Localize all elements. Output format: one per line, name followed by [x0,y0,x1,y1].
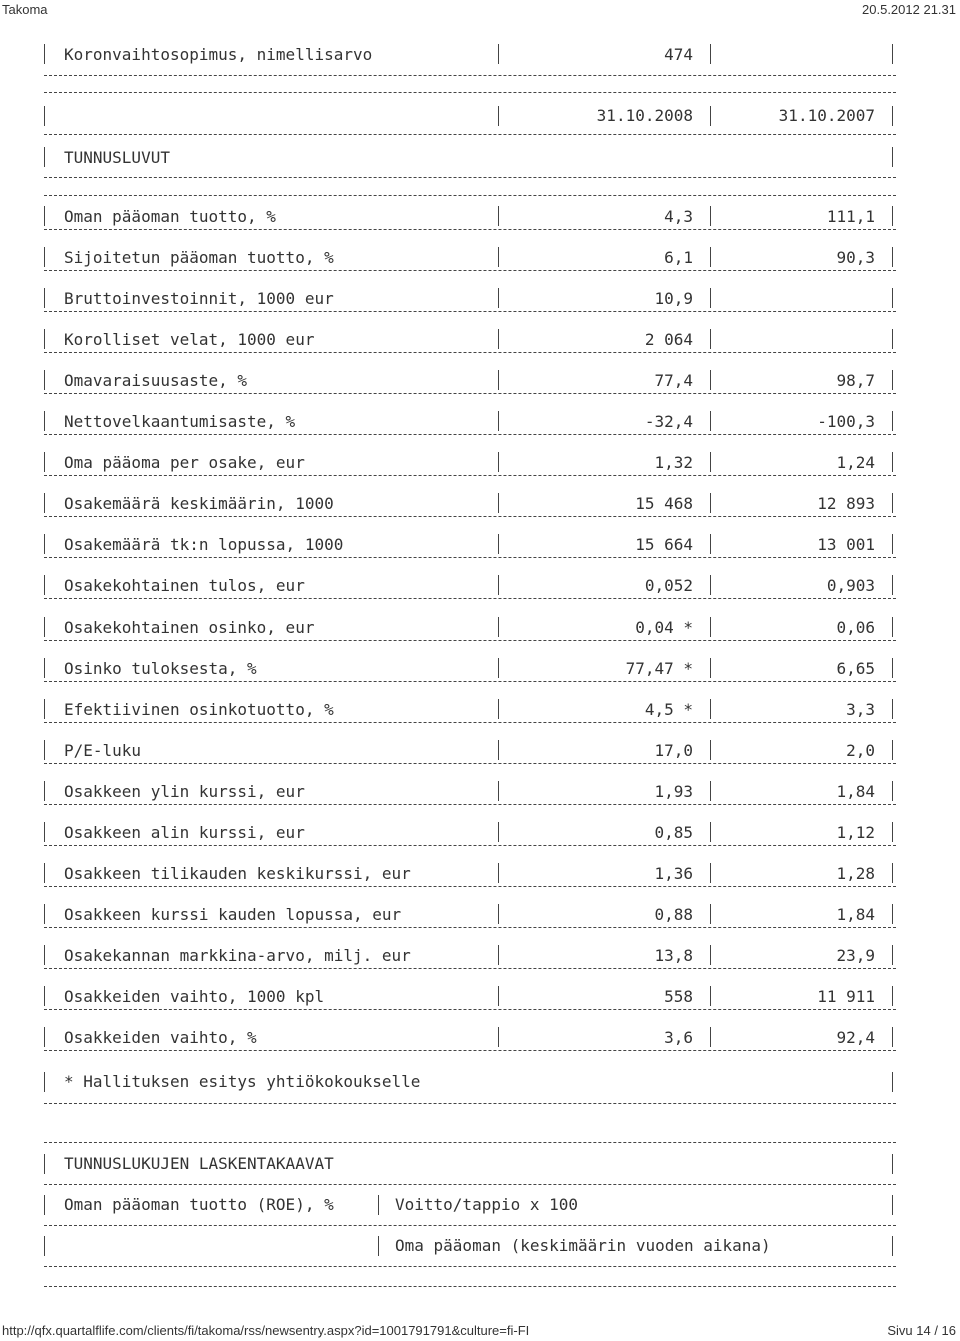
cell-divider [710,740,711,760]
cell-divider [498,617,499,637]
cell-divider [892,863,893,883]
row-value-2008: 77,4 [654,371,693,390]
row-value-2007: 1,84 [836,905,875,924]
row-separator [44,516,896,517]
cell-divider [498,863,499,883]
cell-divider [710,781,711,801]
row-value-2007: 12 893 [817,494,875,513]
cell-divider [498,452,499,472]
cell-divider [44,822,45,842]
row-label: Oma pääoma per osake, eur [64,453,305,472]
row-label: Efektiivinen osinkotuotto, % [64,700,334,719]
row-label: Osakemäärä tk:n lopussa, 1000 [64,535,344,554]
cell-divider [710,452,711,472]
row-separator [44,640,896,641]
row-value-2008: 0,052 [644,576,693,595]
cell-divider [498,493,499,513]
row-separator [44,598,896,599]
cell-divider [498,575,499,595]
cell-divider [44,986,45,1006]
cell-divider [44,411,45,431]
page-url: http://qfx.quartalflife.com/clients/fi/takoma/rss/newsentry.aspx?id=1001791791&culture=fi-FI [2,1323,530,1338]
cell-divider [892,617,893,637]
row-label: Korolliset velat, 1000 eur [64,330,315,349]
row-label: Osakkeiden vaihto, % [64,1028,257,1047]
page-number: Sivu 14 / 16 [887,1323,956,1338]
cell-divider [892,206,893,226]
row-separator [44,352,896,353]
row-label: Bruttoinvestoinnit, 1000 eur [64,289,334,308]
row-value-2008: 1,93 [654,782,693,801]
row-value-2008: 3,6 [664,1028,693,1047]
cell-divider [892,740,893,760]
cell-divider [710,945,711,965]
row-label: P/E-luku [64,741,142,760]
row-separator [44,804,896,805]
cell-divider [892,945,893,965]
row-separator [44,681,896,682]
row-value-2007: 1,24 [836,453,875,472]
row-value-2007: 3,3 [846,700,875,719]
row-separator [44,763,896,764]
row-separator [44,270,896,271]
cell-divider [44,699,45,719]
row-value-2007: 23,9 [836,946,875,965]
row-label: Osakkeen tilikauden keskikurssi, eur [64,864,411,883]
cell-divider [710,247,711,267]
row-separator [44,557,896,558]
footnote: * Hallituksen esitys yhtiökokoukselle [64,1072,421,1091]
print-datetime: 20.5.2012 21.31 [862,2,956,17]
cell-divider [44,1027,45,1047]
row-value-2008: -32,4 [644,412,693,431]
row-value-2008: 4,3 [664,207,693,226]
cell-divider [498,986,499,1006]
row-value-2007: -100,3 [817,412,875,431]
row-value-2008: 77,47 * [625,659,693,678]
row-value-2008: 2 064 [644,330,693,349]
cell-divider [44,247,45,267]
cell-divider [892,904,893,924]
cell-divider [498,534,499,554]
browser-footer [0,1321,960,1341]
row-separator [44,722,896,723]
cell-divider [710,658,711,678]
row-value-2008: 10,9 [654,289,693,308]
section-title: TUNNUSLUVUT [64,148,170,167]
swap-value: 474 [664,45,693,64]
cell-divider [710,493,711,513]
row-value-2007: 13 001 [817,535,875,554]
row-value-2007: 2,0 [846,741,875,760]
row-value-2008: 15 468 [635,494,693,513]
cell-divider [892,534,893,554]
column-header-2008: 31.10.2008 [596,106,693,125]
cell-divider [710,904,711,924]
row-value-2007: 92,4 [836,1028,875,1047]
cell-divider [892,986,893,1006]
cell-divider [892,781,893,801]
cell-divider [44,452,45,472]
row-value-2008: 13,8 [654,946,693,965]
column-header-2007: 31.10.2007 [778,106,875,125]
cell-divider [44,206,45,226]
row-label: Osakkeen alin kurssi, eur [64,823,305,842]
cell-divider [498,1027,499,1047]
row-value-2008: 17,0 [654,741,693,760]
row-value-2007: 1,28 [836,864,875,883]
row-value-2008: 1,32 [654,453,693,472]
row-separator [44,393,896,394]
row-separator [44,886,896,887]
cell-divider [892,699,893,719]
row-separator [44,311,896,312]
cell-divider [710,699,711,719]
row-separator [44,927,896,928]
cell-divider [710,206,711,226]
cell-divider [498,247,499,267]
row-separator [44,1050,896,1051]
cell-divider [44,617,45,637]
cell-divider [710,986,711,1006]
row-value-2007: 0,06 [836,618,875,637]
row-label: Osakekohtainen osinko, eur [64,618,315,637]
cell-divider [498,411,499,431]
row-value-2008: 1,36 [654,864,693,883]
cell-divider [892,452,893,472]
row-value-2008: 0,85 [654,823,693,842]
cell-divider [892,493,893,513]
cell-divider [498,658,499,678]
cell-divider [44,781,45,801]
cell-divider [892,575,893,595]
cell-divider [892,370,893,390]
row-label: Osinko tuloksesta, % [64,659,257,678]
row-value-2008: 0,88 [654,905,693,924]
cell-divider [710,370,711,390]
row-value-2008: 6,1 [664,248,693,267]
cell-divider [892,658,893,678]
cell-divider [710,534,711,554]
row-label: Osakekohtainen tulos, eur [64,576,305,595]
app-title: Takoma [2,2,48,17]
row-separator [44,229,896,230]
row-separator [44,968,896,969]
row-label: Osakkeen kurssi kauden lopussa, eur [64,905,402,924]
cell-divider [710,822,711,842]
cell-divider [710,1027,711,1047]
row-label: Sijoitetun pääoman tuotto, % [64,248,334,267]
cell-divider [44,493,45,513]
row-separator [44,434,896,435]
cell-divider [44,575,45,595]
row-value-2008: 558 [664,987,693,1006]
cell-divider [710,617,711,637]
cell-divider [44,945,45,965]
cell-divider [498,904,499,924]
row-label: Osakekannan markkina-arvo, milj. eur [64,946,411,965]
cell-divider [710,863,711,883]
row-label: Osakkeen ylin kurssi, eur [64,782,305,801]
roe-label: Oman pääoman tuotto (ROE), % [64,1195,334,1214]
row-label: Nettovelkaantumisaste, % [64,412,296,431]
cell-divider [498,945,499,965]
cell-divider [44,288,45,308]
cell-divider [892,822,893,842]
row-value-2008: 15 664 [635,535,693,554]
cell-divider [498,699,499,719]
cell-divider [498,740,499,760]
row-label: Osakkeiden vaihto, 1000 kpl [64,987,325,1006]
row-value-2008: 4,5 * [644,700,693,719]
roe-numerator: Voitto/tappio x 100 [395,1195,579,1214]
cell-divider [498,329,499,349]
cell-divider [44,370,45,390]
cell-divider [892,329,893,349]
cell-divider [892,1027,893,1047]
row-value-2007: 11 911 [817,987,875,1006]
row-label: Osakemäärä keskimäärin, 1000 [64,494,334,513]
cell-divider [498,370,499,390]
row-separator [44,1009,896,1010]
row-value-2007: 90,3 [836,248,875,267]
roe-denominator: Oma pääoman (keskimäärin vuoden aikana) [395,1236,771,1255]
row-value-2007: 6,65 [836,659,875,678]
row-separator [44,845,896,846]
cell-divider [892,288,893,308]
row-value-2008: 0,04 * [635,618,693,637]
swap-label: Koronvaihtosopimus, nimellisarvo [64,45,373,64]
row-value-2007: 98,7 [836,371,875,390]
row-value-2007: 1,84 [836,782,875,801]
cell-divider [44,740,45,760]
cell-divider [44,329,45,349]
cell-divider [710,411,711,431]
cell-divider [44,658,45,678]
cell-divider [44,904,45,924]
cell-divider [892,247,893,267]
cell-divider [44,863,45,883]
formulas-title: TUNNUSLUKUJEN LASKENTAKAAVAT [64,1154,334,1173]
cell-divider [710,575,711,595]
cell-divider [44,534,45,554]
cell-divider [498,288,499,308]
browser-header [0,0,960,20]
cell-divider [498,781,499,801]
row-value-2007: 0,903 [826,576,875,595]
cell-divider [498,822,499,842]
row-value-2007: 1,12 [836,823,875,842]
cell-divider [498,206,499,226]
row-value-2007: 111,1 [826,207,875,226]
row-separator [44,475,896,476]
row-label: Oman pääoman tuotto, % [64,207,276,226]
cell-divider [710,288,711,308]
row-label: Omavaraisuusaste, % [64,371,248,390]
cell-divider [710,329,711,349]
cell-divider [892,411,893,431]
